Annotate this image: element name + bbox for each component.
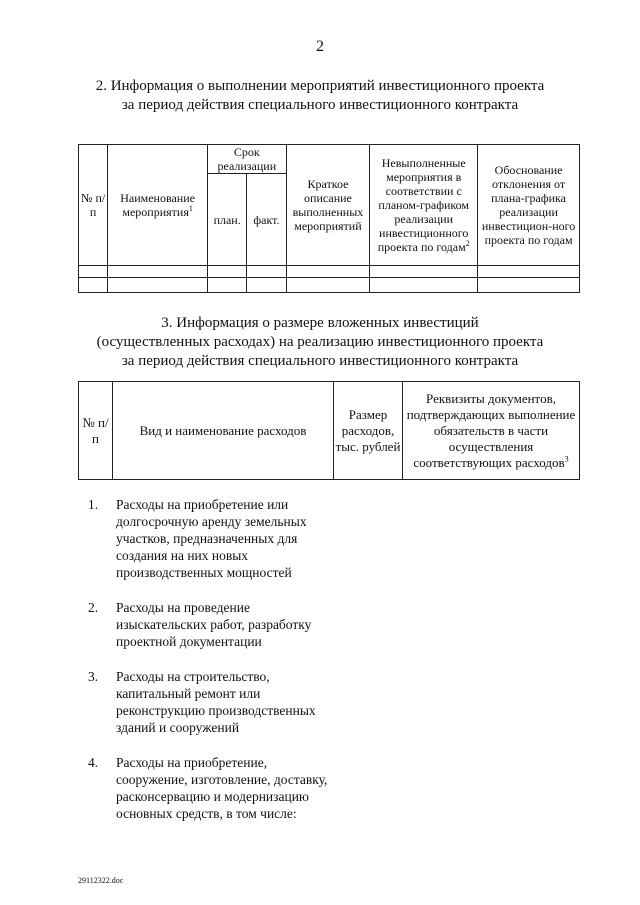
item-text: Расходы на приобретение, сооружение, изготовление, доставку, расконсервацию и модернизацию основных средств, в том числе: <box>116 755 328 821</box>
header-plan: план. <box>208 174 247 266</box>
item-number: 4. <box>88 755 99 770</box>
section2-title-line1: 2. Информация о выполнении мероприятий инвестиционного проекта <box>95 78 545 94</box>
item-text: Расходы на проведение изыскательских работ, разработку проектной документации <box>116 600 312 649</box>
section3-title-line3: за период действия специального инвестиционного контракта <box>121 353 519 369</box>
header-requisites: Реквизиты документов, подтверждающих выполнение обязательств в части осуществления соответствующих расходов$^3$ <box>403 382 580 480</box>
section3-title-line1: 3. Информация о размере вложенных инвестиций <box>161 315 479 331</box>
header-description: Краткое описание выполненных мероприятий <box>286 145 370 266</box>
item-text: Расходы на строительство, капитальный ремонт или реконструкцию производственных зданий и сооружений <box>116 669 316 735</box>
list-item <box>88 754 348 822</box>
expenses-table <box>78 381 580 480</box>
table-row <box>79 266 580 278</box>
list-item <box>88 496 348 581</box>
header-term: Срок реализации <box>208 145 287 174</box>
item-number: 2. <box>88 600 99 615</box>
item-number: 1. <box>88 497 99 512</box>
header-amount: Размер расходов, тыс. рублей <box>334 382 403 480</box>
section2-title <box>60 77 580 115</box>
section3-title <box>60 314 580 371</box>
section3-title-line2: (осуществленных расходах) на реализацию инвестиционного проекта <box>96 334 544 350</box>
header-unfulfilled: Невыполненные мероприятия в соответствии с планом-графиком реализации инвестиционного проекта по годам$^2$ <box>370 145 478 266</box>
header-fact: факт. <box>247 174 286 266</box>
list-item <box>88 599 348 650</box>
activities-table <box>78 144 580 293</box>
item-text: Расходы на приобретение или долгосрочную аренду земельных участков, предназначенных для создания на них новых производственных мощностей <box>116 497 307 580</box>
file-name-footer: 29112322.doc <box>78 876 124 885</box>
page-number: 2 <box>316 38 324 55</box>
item-number: 3. <box>88 669 99 684</box>
header-name: Наименование мероприятия$^1$ <box>108 145 208 266</box>
header-num: № п/п <box>79 145 108 266</box>
table-row <box>79 278 580 293</box>
expense-items <box>88 496 348 840</box>
header-type: Вид и наименование расходов <box>113 382 334 480</box>
header-num: № п/п <box>79 382 113 480</box>
header-justification: Обоснование отклонения от плана-графика реализации инвестицион-ного проекта по годам <box>478 145 580 266</box>
list-item <box>88 668 348 736</box>
section2-title-line2: за период действия специального инвестиционного контракта <box>121 97 519 113</box>
